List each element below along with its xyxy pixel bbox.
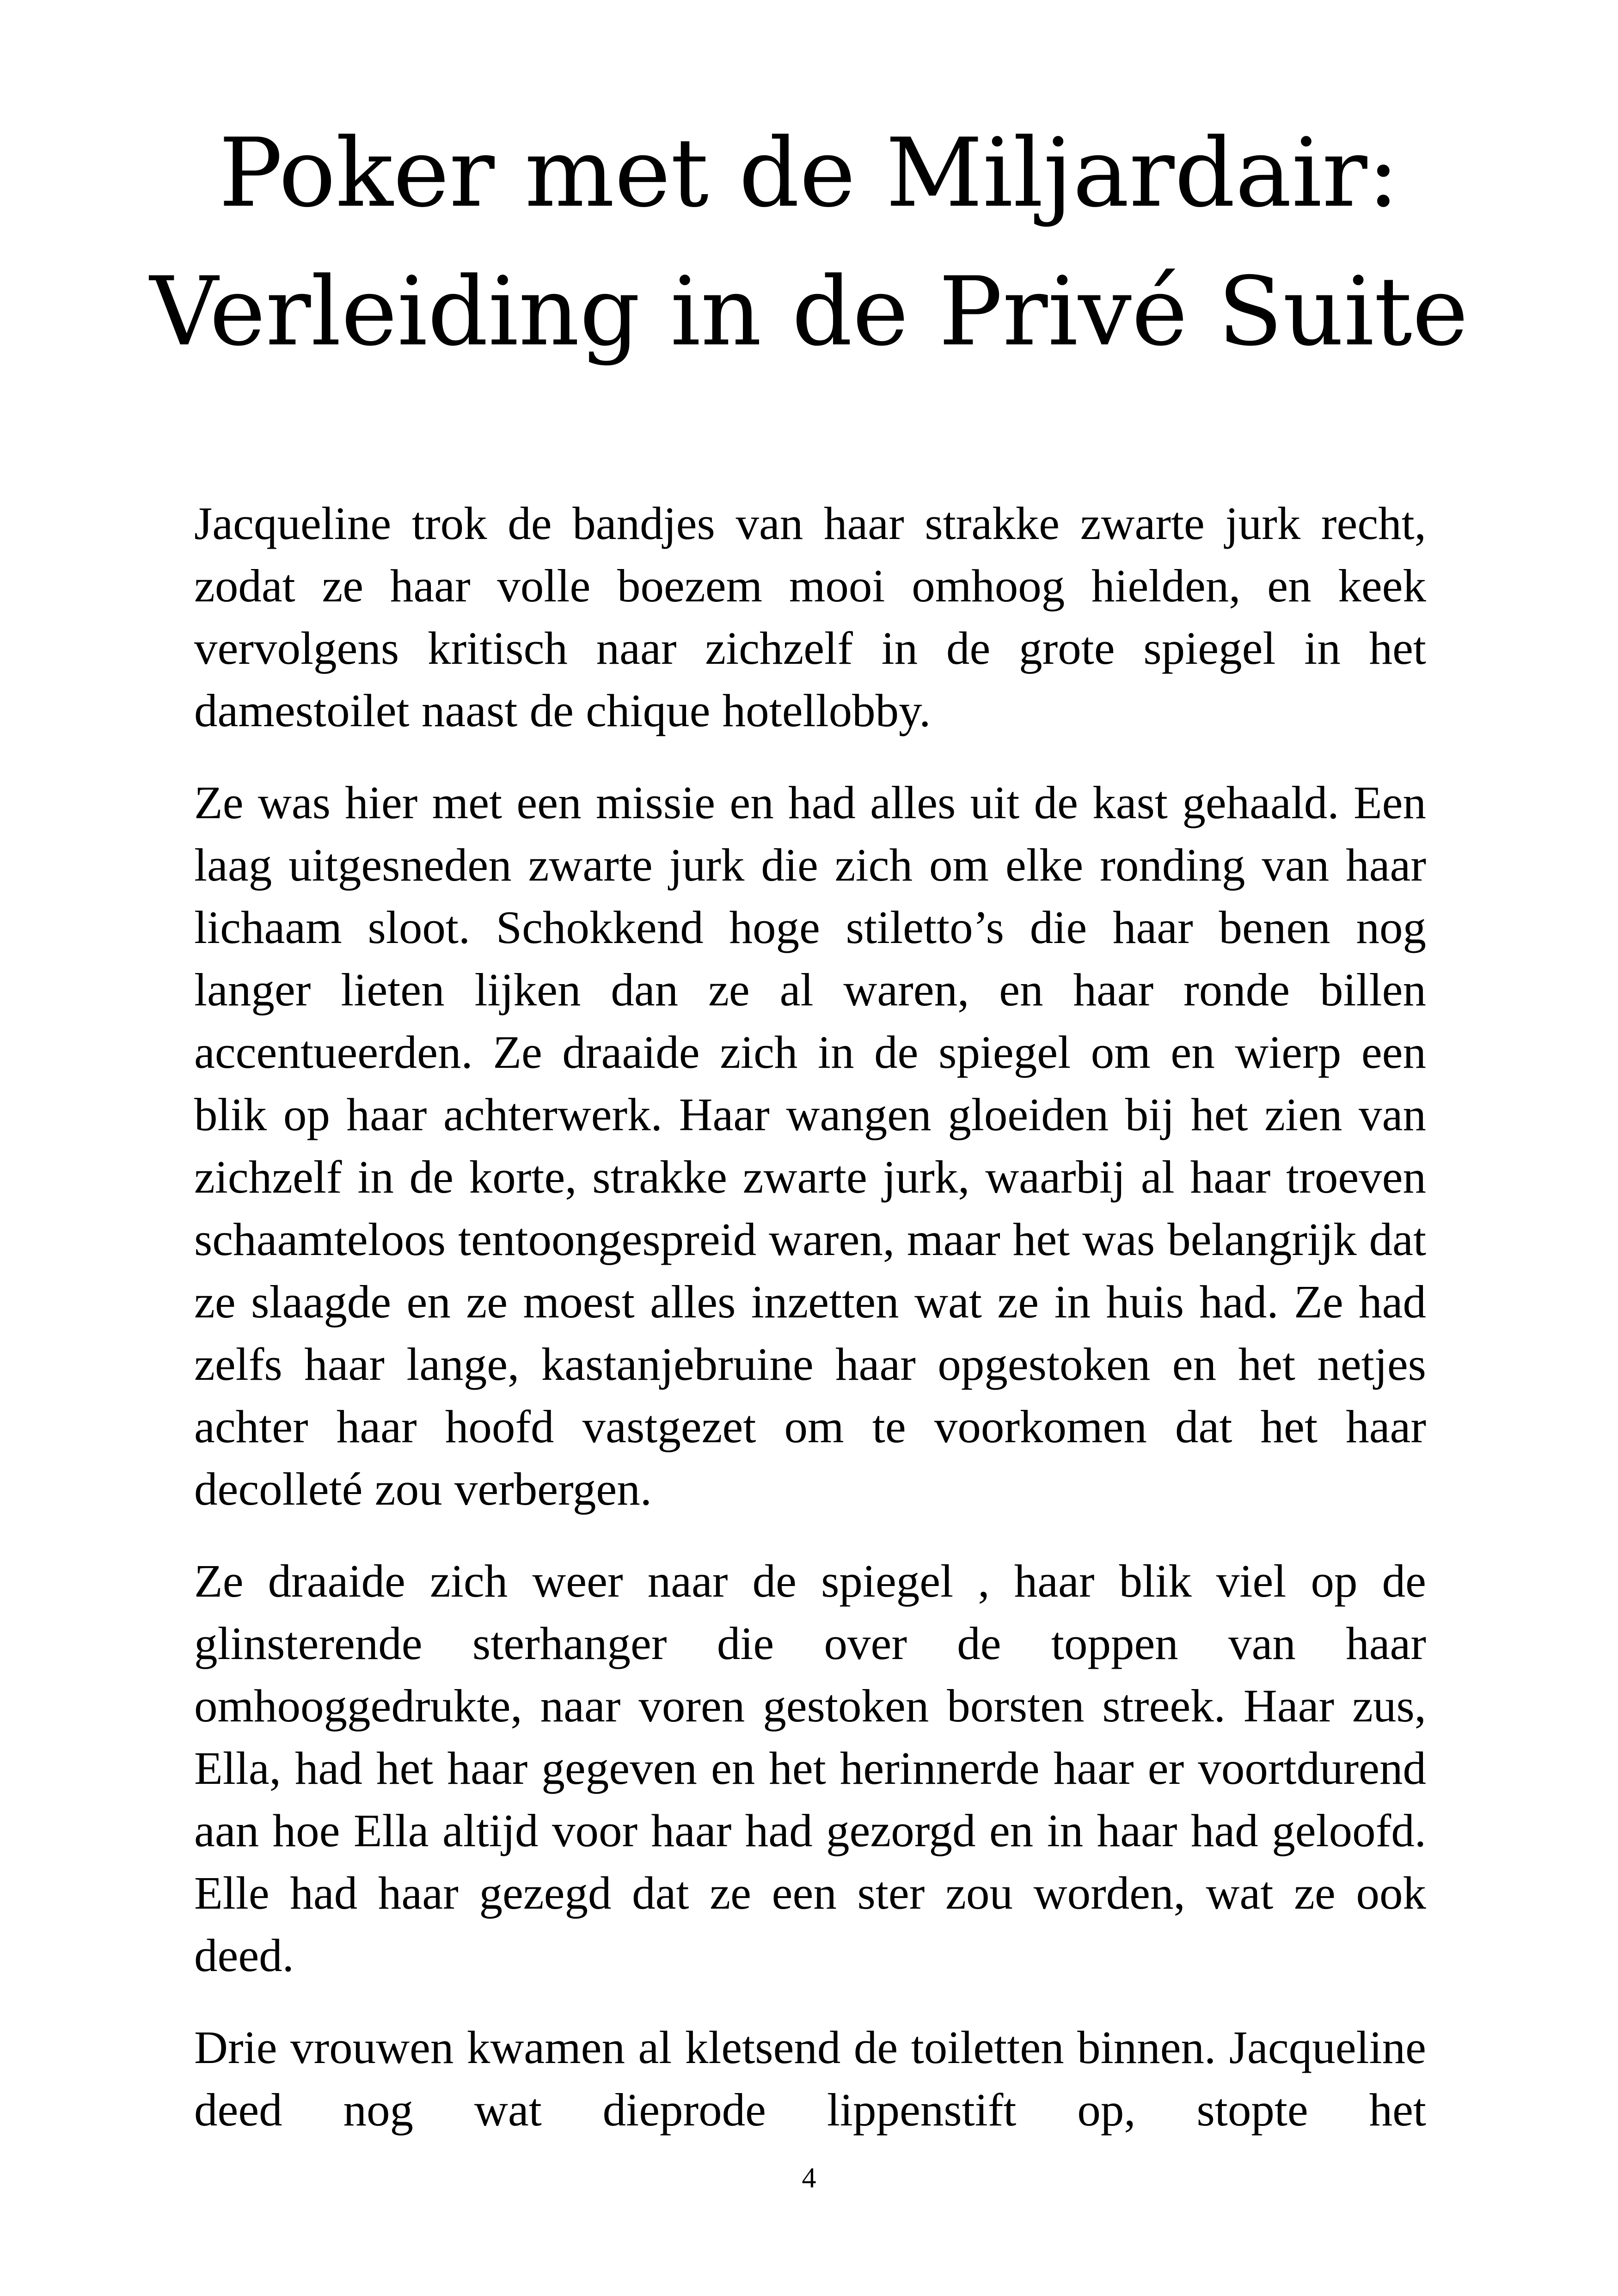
paragraph-4: Drie vrouwen kwamen al kletsend de toiletten binnen. Jacqueline deed nog wat dieprode lippenstift op, stopte het <box>194 2021 1426 2136</box>
title-line-2: Verleiding in de Privé Suite <box>149 257 1469 367</box>
body-text <box>194 492 1426 2141</box>
page-title <box>139 104 1479 381</box>
paragraph-3: Ze draaide zich weer naar de spiegel , haar blik viel op de glinsterende sterhanger die over de toppen van haar omhooggedrukte, naar voren gestoken borsten streek. Haar zus, Ella, had het haar gegeven en het herinnerde haar er voortdurend aan hoe Ella altijd voor haar had gezorgd en in haar had geloofd. Elle had haar gezegd dat ze een ster zou worden, wat ze ook deed. <box>194 1555 1426 1981</box>
title-line-1: Poker met de Miljardair: <box>219 118 1399 228</box>
paragraph-2: Ze was hier met een missie en had alles uit de kast gehaald. Een laag uitgesneden zwarte jurk die zich om elke ronding van haar lichaam sloot. Schokkend hoge stiletto’s die haar benen nog langer lieten lijken dan ze al waren, en haar ronde billen accentueerden. Ze draaide zich in de spiegel om en wierp een blik op haar achterwerk. Haar wangen gloeiden bij het zien van zichzelf in de korte, strakke zwarte jurk, waarbij al haar troeven schaamteloos tentoongespreid waren, maar het was belangrijk dat ze slaagde en ze moest alles inzetten wat ze in huis had. Ze had zelfs haar lange, kastanjebruine haar opgestoken en het netjes achter haar hoofd vastgezet om te voorkomen dat het haar decolleté zou verbergen. <box>194 777 1426 1515</box>
page-number: 4 <box>802 2162 816 2194</box>
paragraph-1: Jacqueline trok de bandjes van haar strakke zwarte jurk recht, zodat ze haar volle boezem mooi omhoog hielden, en keek vervolgens kritisch naar zichzelf in de grote spiegel in het damestoilet naast de chique hotellobby. <box>194 497 1426 736</box>
